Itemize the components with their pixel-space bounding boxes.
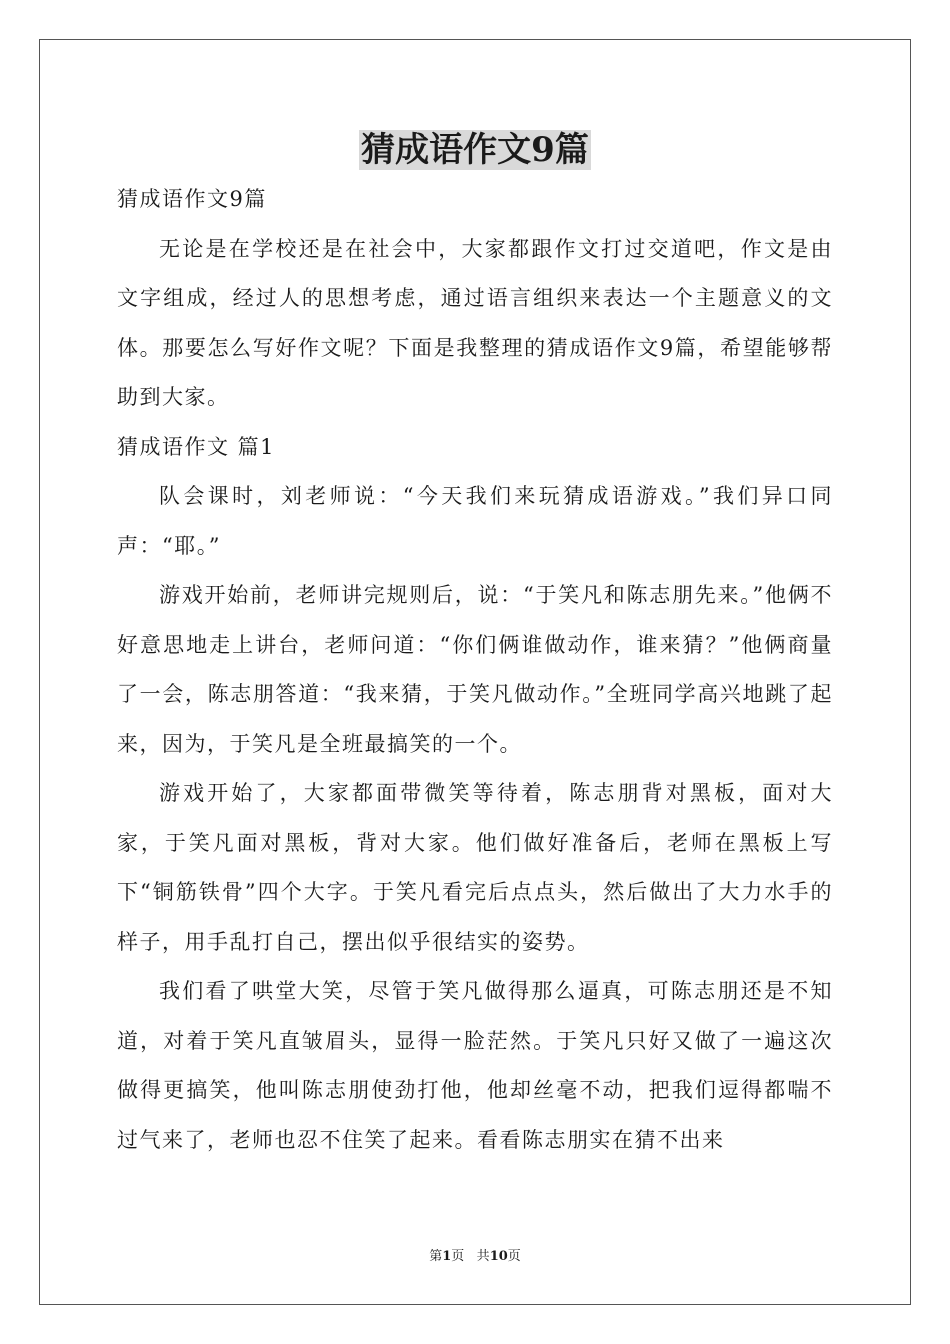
- document-title: [0, 128, 950, 172]
- document-subtitle: 猜成语作文9篇: [117, 187, 267, 211]
- footer-total-suffix: 页: [507, 1249, 521, 1264]
- body-paragraph: 队会课时，刘老师说：“今天我们来玩猜成语游戏。”我们异口同声：“耶。”: [117, 484, 833, 558]
- footer-page-suffix: 页: [451, 1249, 465, 1264]
- body-paragraph: 游戏开始前，老师讲完规则后，说：“于笑凡和陈志朋先来。”他俩不好意思地走上讲台，老师问道：“你们俩谁做动作，谁来猜？”他俩商量了一会，陈志朋答道：“我来猜，于笑凡做动作。”全班同学高兴地跳了起来，因为，于笑凡是全班最搞笑的一个。: [117, 583, 833, 756]
- page-footer: [0, 1248, 950, 1266]
- intro-paragraph: 无论是在学校还是在社会中，大家都跟作文打过交道吧，作文是由文字组成，经过人的思想考虑，通过语言组织来表达一个主题意义的文体。那要怎么写好作文呢？下面是我整理的猜成语作文9篇，希望能够帮助到大家。: [117, 236, 833, 409]
- document-title-text: 猜成语作文9篇: [361, 130, 589, 170]
- section-heading: 猜成语作文 篇1: [117, 434, 276, 459]
- body-paragraph: 我们看了哄堂大笑，尽管于笑凡做得那么逼真，可陈志朋还是不知道，对着于笑凡直皱眉头，显得一脸茫然。于笑凡只好又做了一遍这次做得更搞笑，他叫陈志朋使劲打他，他却丝毫不动，把我们逗得都喘不过气来了，老师也忍不住笑了起来。看看陈志朋实在猜不出来: [117, 979, 833, 1152]
- document-body: [117, 175, 833, 1165]
- footer-total-prefix: 共: [476, 1249, 490, 1264]
- footer-page-number: 1: [442, 1249, 452, 1264]
- footer-total-pages: 10: [489, 1249, 508, 1264]
- body-paragraph: 游戏开始了，大家都面带微笑等待着，陈志朋背对黑板，面对大家，于笑凡面对黑板，背对大家。他们做好准备后，老师在黑板上写下“铜筋铁骨”四个大字。于笑凡看完后点点头，然后做出了大力水手的样子，用手乱打自己，摆出似乎很结实的姿势。: [117, 781, 833, 954]
- footer-prefix: 第: [429, 1249, 443, 1264]
